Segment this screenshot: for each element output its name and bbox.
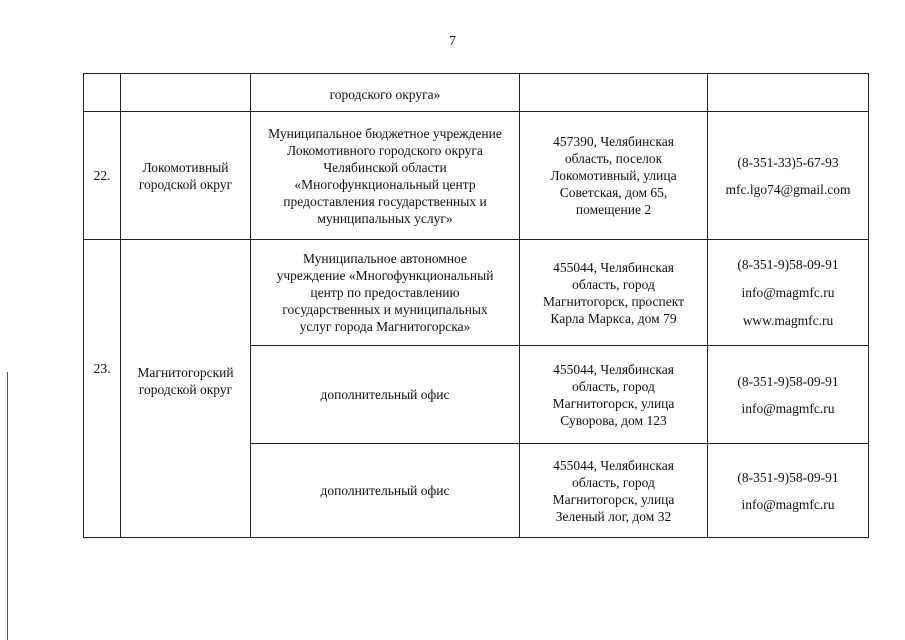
cell-district: Локомотивный городской округ [121,112,251,240]
cell-organization: Муниципальное автономное учреждение «Многофункциональный центр по предоставлению государственных и муниципальных услуг города Магнитогорска» [251,240,520,346]
cell-address: 455044, Челябинская область, город Магнитогорск, улица Суворова, дом 123 [520,346,708,444]
table-row-23-main [84,240,869,346]
cell-district: Магнитогорский городской округ [121,240,251,538]
cell-number: 23. [84,240,121,538]
cell-organization: дополнительный офис [251,346,520,444]
cell-number: 22. [84,112,121,240]
mfc-registry-table [83,73,869,538]
table-row-continuation [84,74,869,112]
cell-address: 457390, Челябинская область, поселок Локомотивный, улица Советская, дом 65, помещение 2 [520,112,708,240]
cell-organization: городского округа» [251,74,520,112]
cell-contacts: (8-351-9)58-09-91 info@magmfc.ru [708,346,869,444]
cell-contacts: (8-351-9)58-09-91 info@magmfc.ru www.magmfc.ru [708,240,869,346]
cell-contacts: (8-351-33)5-67-93 mfc.lgo74@gmail.com [708,112,869,240]
cell-number [84,74,121,112]
page-edge-line [7,372,8,640]
cell-contacts [708,74,869,112]
cell-contacts: (8-351-9)58-09-91 info@magmfc.ru [708,444,869,538]
cell-organization: дополнительный офис [251,444,520,538]
page-number: 7 [449,34,456,49]
cell-district [121,74,251,112]
cell-organization: Муниципальное бюджетное учреждение Локомотивного городского округа Челябинской области «Многофункциональный центр предоставления государственных и муниципальных услуг» [251,112,520,240]
cell-address [520,74,708,112]
cell-address: 455044, Челябинская область, город Магнитогорск, проспект Карла Маркса, дом 79 [520,240,708,346]
cell-address: 455044, Челябинская область, город Магнитогорск, улица Зеленый лог, дом 32 [520,444,708,538]
table-row-22 [84,112,869,240]
